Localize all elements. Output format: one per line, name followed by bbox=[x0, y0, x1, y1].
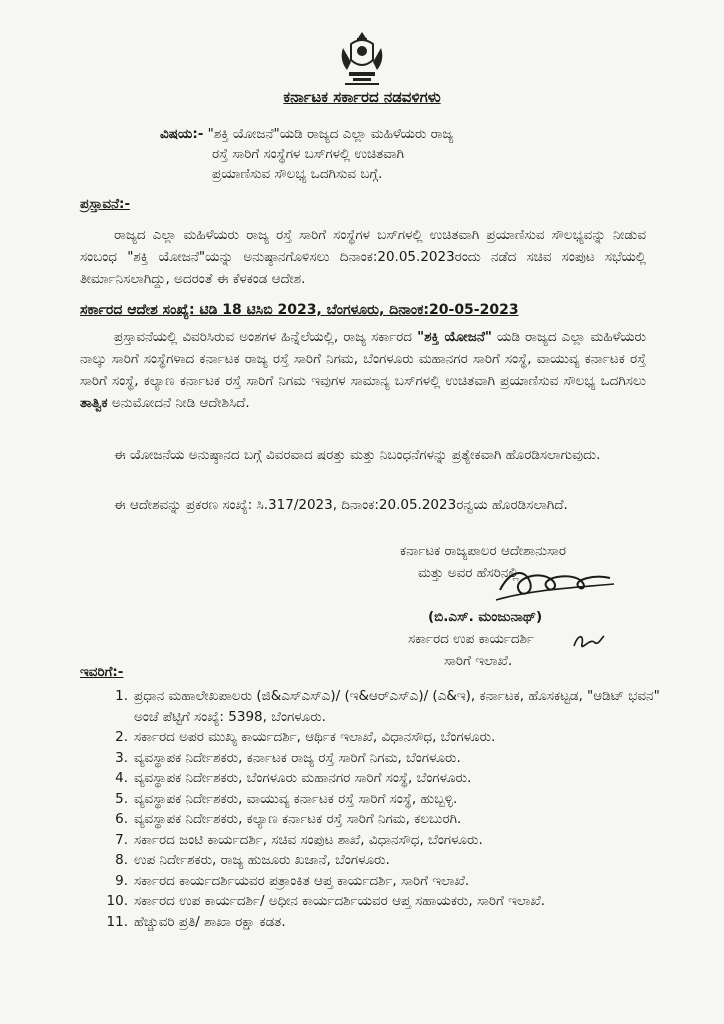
subject-line-3: ಪ್ರಯಾಣಿಸುವ ಸೌಲಭ್ಯ ಒದಗಿಸುವ ಬಗ್ಗೆ. bbox=[212, 166, 383, 182]
signatory-department: ಸಾರಿಗೆ ಇಲಾಖೆ. bbox=[444, 653, 513, 669]
handwritten-initials bbox=[570, 630, 606, 654]
order-number-line: ಸರ್ಕಾರದ ಆದೇಶ ಸಂಖ್ಯೆ: ಟಿಡಿ 18 ಟಿಸಿಬಿ 2023, ಬೆಂಗಳೂರು, ದಿನಾಂಕ:20-05-2023 bbox=[80, 302, 519, 318]
signatory-designation: ಸರ್ಕಾರದ ಉಪ ಕಾರ್ಯದರ್ಶಿ bbox=[408, 631, 535, 647]
subject-block bbox=[160, 124, 580, 184]
handwritten-signature bbox=[490, 560, 620, 610]
document-title: ಕರ್ನಾಟಕ ಸರ್ಕಾರದ ನಡವಳಿಗಳು bbox=[283, 88, 441, 106]
signature-authority-line: ಕರ್ನಾಟಕ ರಾಜ್ಯಪಾಲರ ಆದೇಶಾನುಸಾರ bbox=[400, 543, 567, 559]
list-item: 8. ಉಪ ನಿರ್ದೇಶಕರು, ರಾಜ್ಯ ಹುಜೂರು ಖಜಾನೆ, ಬೆಂಗಳೂರು. bbox=[115, 852, 390, 868]
signatory-name: (ಬಿ.ಎಸ್. ಮಂಜುನಾಥ್) bbox=[428, 609, 543, 625]
list-item: 11. ಹೆಚ್ಚುವರಿ ಪ್ರತಿ/ ಶಾಖಾ ರಕ್ಷಾ ಕಡತ. bbox=[106, 913, 286, 930]
recipients-list bbox=[100, 686, 660, 932]
list-item: 4. ವ್ಯವಸ್ಥಾಪಕ ನಿರ್ದೇಶಕರು, ಬೆಂಗಳೂರು ಮಹಾನಗರ ಸಾರಿಗೆ ಸಂಸ್ಥೆ, ಬೆಂಗಳೂರು. bbox=[115, 770, 472, 786]
list-item: 2. ಸರ್ಕಾರದ ಅಪರ ಮುಖ್ಯ ಕಾರ್ಯದರ್ಶಿ, ಆರ್ಥಿಕ ಇಲಾಖೆ, ವಿಧಾನಸೌಧ, ಬೆಂಗಳೂರು. bbox=[115, 729, 496, 745]
order-paragraph-1-part-c: ಅನುಮೋದನೆ ನೀಡಿ ಆದೇಶಿಸಿದೆ. bbox=[107, 395, 250, 411]
order-paragraph-1-part-b: ಯಡಿ ರಾಜ್ಯದ ಎಲ್ಲಾ ಮಹಿಳೆಯರು ನಾಲ್ಕು ಸಾರಿಗೆ ಸಂಸ್ಥೆಗಳಾದ ಕರ್ನಾಟಕ ರಾಜ್ಯ ರಸ್ತೆ ಸಾರಿಗೆ ನಿಗಮ, ಬೆಂಗಳೂರು ಮಹಾನಗರ ಸಾರಿಗೆ ಸಂಸ್ಥೆ, ವಾಯುವ್ಯ ಕರ್ನಾಟಕ ರಸ್ತೆ ಸಾರಿಗೆ ಸಂಸ್ಥೆ, ಕಲ್ಯಾಣ ಕರ್ನಾಟಕ ರಸ್ತೆ ಸಾರಿಗೆ ನಿಗಮ ಇವುಗಳ ಸಾಮಾನ್ಯ ಬಸ್‌ಗಳಲ್ಲಿ ಉಚಿತವಾಗಿ ಪ್ರಯಾಣಿಸುವ ಸೌಲಭ್ಯ ಒದಗಿಸಲು bbox=[80, 329, 646, 389]
subject-line-2: ರಸ್ತೆ ಸಾರಿಗೆ ಸಂಸ್ಥೆಗಳ ಬಸ್‌ಗಳಲ್ಲಿ ಉಚಿತವಾಗಿ bbox=[212, 146, 404, 162]
recipients-heading: ಇವರಿಗೆ:- bbox=[80, 664, 124, 680]
state-emblem-icon bbox=[337, 30, 387, 90]
order-paragraph-2: ಈ ಯೋಜನೆಯ ಅನುಷ್ಠಾನದ ಬಗ್ಗೆ ವಿವರವಾದ ಷರತ್ತು ಮತ್ತು ನಿಬಂಧನೆಗಳನ್ನು ಪ್ರತ್ಯೇಕವಾಗಿ ಹೊರಡಿಸಲಾಗುವುದು. bbox=[114, 447, 601, 463]
order-paragraph-1-bold-scheme: "ಶಕ್ತಿ ಯೋಜನೆ" bbox=[417, 329, 492, 345]
order-paragraph-1-part-a: ಪ್ರಸ್ತಾವನೆಯಲ್ಲಿ ವಿವರಿಸಿರುವ ಅಂಶಗಳ ಹಿನ್ನೆಲೆಯಲ್ಲಿ, ರಾಜ್ಯ ಸರ್ಕಾರದ bbox=[114, 329, 418, 345]
list-item: 3. ವ್ಯವಸ್ಥಾಪಕ ನಿರ್ದೇಶಕರು, ಕರ್ನಾಟಕ ರಾಜ್ಯ ರಸ್ತೆ ಸಾರಿಗೆ ನಿಗಮ, ಬೆಂಗಳೂರು. bbox=[115, 749, 461, 766]
list-item: 10. ಸರ್ಕಾರದ ಉಪ ಕಾರ್ಯದರ್ಶಿ/ ಅಧೀನ ಕಾರ್ಯದರ್ಶಿಯವರ ಆಪ್ತ ಸಹಾಯಕರು, ಸಾರಿಗೆ ಇಲಾಖೆ. bbox=[106, 893, 546, 909]
order-paragraph-1 bbox=[80, 326, 646, 414]
subject-line-1: "ಶಕ್ತಿ ಯೋಜನೆ"ಯಡಿ ರಾಜ್ಯದ ಎಲ್ಲಾ ಮಹಿಳೆಯರು ರಾಜ್ಯ bbox=[207, 126, 454, 142]
list-item: 5. ವ್ಯವಸ್ಥಾಪಕ ನಿರ್ದೇಶಕರು, ವಾಯುವ್ಯ ಕರ್ನಾಟಕ ರಸ್ತೆ ಸಾರಿಗೆ ಸಂಸ್ಥೆ, ಹುಬ್ಬಳ್ಳಿ. bbox=[115, 790, 458, 807]
order-paragraph-3: ಈ ಆದೇಶವನ್ನು ಪ್ರಕರಣ ಸಂಖ್ಯೆ: ಸಿ.317/2023, ದಿನಾಂಕ:20.05.2023ರನ್ವಯ ಹೊರಡಿಸಲಾಗಿದೆ. bbox=[114, 497, 568, 513]
list-item: 6. ವ್ಯವಸ್ಥಾಪಕ ನಿರ್ದೇಶಕರು, ಕಲ್ಯಾಣ ಕರ್ನಾಟಕ ರಸ್ತೆ ಸಾರಿಗೆ ನಿಗಮ, ಕಲಬುರಗಿ. bbox=[115, 811, 462, 827]
preamble-text: ರಾಜ್ಯದ ಎಲ್ಲಾ ಮಹಿಳೆಯರು ರಾಜ್ಯ ರಸ್ತೆ ಸಾರಿಗೆ ಸಂಸ್ಥೆಗಳ ಬಸ್‌ಗಳಲ್ಲಿ ಉಚಿತವಾಗಿ ಪ್ರಯಾಣಿಸುವ ಸೌಲಭ್ಯವನ್ನು ನೀಡುವ ಸಂಬಂಧ "ಶಕ್ತಿ ಯೋಜನೆ"ಯನ್ನು ಅನುಷ್ಠಾನಗೊಳಿಸಲು ದಿನಾಂಕ:20.05.2023ರಂದು ನಡೆದ ಸಚಿವ ಸಂಪುಟ ಸಭೆಯಲ್ಲಿ ತೀರ್ಮಾನಿಸಲಾಗಿದ್ದು, ಅದರಂತೆ ಈ ಕೆಳಕಂಡ ಆದೇಶ. bbox=[80, 227, 646, 287]
subject-label: ವಿಷಯ:- bbox=[160, 126, 204, 142]
list-item: 9. ಸರ್ಕಾರದ ಕಾರ್ಯದರ್ಶಿಯವರ ಪತ್ರಾಂಕಿತ ಆಪ್ತ ಕಾರ್ಯದರ್ಶಿ, ಸಾರಿಗೆ ಇಲಾಖೆ. bbox=[115, 872, 470, 889]
list-item: 1. ಪ್ರಧಾನ ಮಹಾಲೇಖಪಾಲರು (ಜಿ&ಎಸ್‌ಎಸ್‌ಎ)/ (ಇ&ಆರ್‌ಎಸ್‌ಎ)/ (ಎ&ಇ), ಕರ್ನಾಟಕ, ಹೊಸಕಟ್ಟಡ, "ಆಡಿಟ್ ಭವನ" ಅಂಚೆ ಪೆಟ್ಟಿಗೆ ಸಂಖ್ಯೆ: 5398, ಬೆಂಗಳೂರು. bbox=[115, 688, 660, 725]
list-item: 7. ಸರ್ಕಾರದ ಜಂಟಿ ಕಾರ್ಯದರ್ಶಿ, ಸಚಿವ ಸಂಪುಟ ಶಾಖೆ, ವಿಧಾನಸೌಧ, ಬೆಂಗಳೂರು. bbox=[115, 831, 483, 848]
signature-name-line: ಮತ್ತು ಅವರ ಹೆಸರಿನಲ್ಲಿ bbox=[418, 565, 519, 581]
order-paragraph-1-bold-principle: ತಾತ್ವಿಕ bbox=[80, 395, 108, 411]
preamble-heading: ಪ್ರಸ್ತಾವನೆ:- bbox=[80, 196, 131, 212]
